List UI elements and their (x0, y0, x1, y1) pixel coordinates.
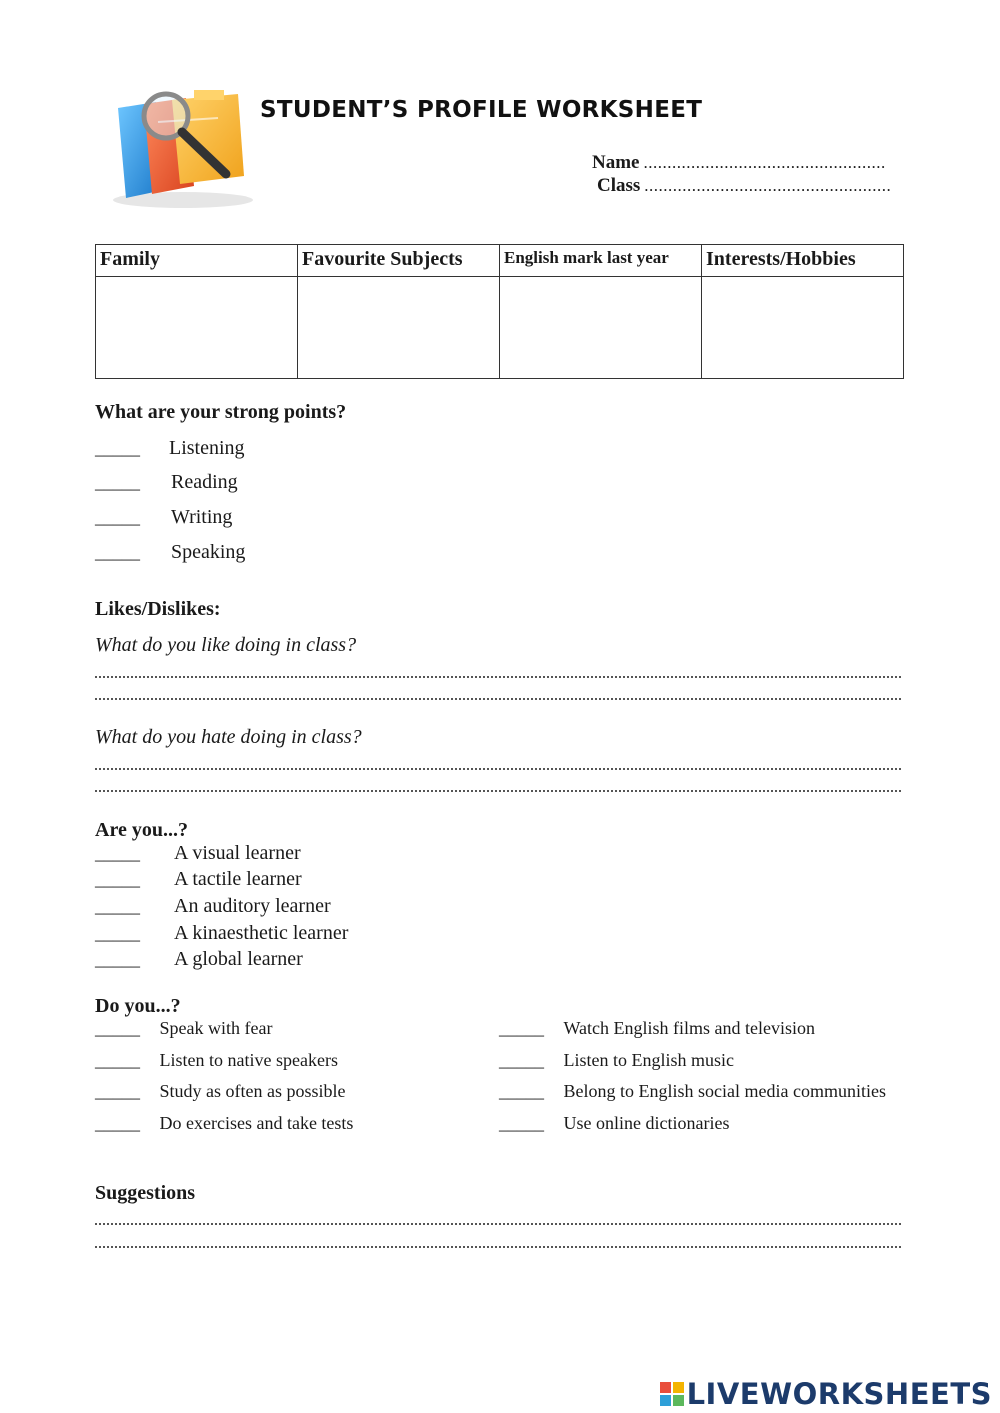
table-header-family: Family (96, 245, 298, 277)
option-label: Reading (171, 471, 238, 493)
option-label: Do exercises and take tests (159, 1113, 354, 1133)
hate-question: What do you hate doing in class? (95, 726, 362, 748)
are-you-heading: Are you...? (95, 819, 188, 841)
list-item (499, 1050, 734, 1071)
name-label: Name (592, 152, 640, 173)
answer-blank[interactable]: _____ (95, 542, 140, 562)
table-cell-favourite-subjects[interactable] (298, 277, 500, 379)
option-label: Speak with fear (159, 1018, 273, 1038)
option-label: Listening (169, 437, 245, 459)
answer-blank[interactable]: _____ (95, 923, 140, 943)
suggestions-heading: Suggestions (95, 1182, 196, 1204)
list-item (95, 471, 238, 494)
answer-blank[interactable]: _____ (95, 869, 140, 889)
list-item (95, 1018, 272, 1039)
folders-magnifier-icon (98, 82, 262, 216)
answer-blank[interactable]: _____ (95, 1050, 140, 1070)
option-label: Belong to English social media communities (563, 1081, 886, 1101)
option-label: Writing (171, 506, 233, 528)
brand-mark-square (660, 1395, 671, 1406)
table-cell-english-mark[interactable] (500, 277, 702, 379)
option-label: Listen to native speakers (159, 1050, 338, 1070)
answer-line[interactable] (95, 1219, 901, 1225)
answer-line[interactable] (95, 786, 901, 792)
option-label: A tactile learner (174, 868, 302, 890)
answer-line[interactable] (95, 694, 901, 700)
answer-line[interactable] (95, 672, 901, 678)
brand-mark-square (673, 1382, 684, 1393)
list-item (95, 895, 331, 918)
table-cell-interests[interactable] (702, 277, 904, 379)
answer-blank[interactable]: _____ (95, 507, 140, 527)
answer-blank[interactable]: _____ (95, 1018, 140, 1038)
likes-heading: Likes/Dislikes: (95, 598, 221, 620)
answer-blank[interactable]: _____ (499, 1113, 544, 1133)
table-header-row (96, 245, 904, 277)
profile-table (95, 244, 904, 379)
brand-mark-square (673, 1395, 684, 1406)
list-item (95, 437, 245, 460)
option-label: Speaking (171, 541, 246, 563)
table-row (96, 277, 904, 379)
list-item (95, 1050, 338, 1071)
name-dots: ................................................... (643, 153, 886, 172)
table-header-english-mark: English mark last year (500, 245, 702, 277)
class-dots: .................................................... (644, 176, 892, 195)
list-item (95, 541, 245, 564)
answer-blank[interactable]: _____ (499, 1081, 544, 1101)
strong-points-heading: What are your strong points? (95, 401, 347, 423)
brand-name: LIVEWORKSHEETS (686, 1377, 992, 1411)
option-label: Use online dictionaries (563, 1113, 730, 1133)
class-field[interactable] (597, 175, 891, 197)
answer-blank[interactable]: _____ (499, 1018, 544, 1038)
do-you-heading: Do you...? (95, 995, 181, 1017)
table-cell-family[interactable] (96, 277, 298, 379)
answer-line[interactable] (95, 764, 901, 770)
list-item (95, 842, 301, 865)
brand-mark-icon (660, 1382, 684, 1406)
answer-blank[interactable]: _____ (95, 472, 140, 492)
brand-mark-square (660, 1382, 671, 1393)
list-item (95, 948, 303, 971)
name-field[interactable] (592, 152, 886, 174)
answer-blank[interactable]: _____ (95, 1081, 140, 1101)
option-label: A visual learner (174, 842, 301, 864)
option-label: Study as often as possible (159, 1081, 346, 1101)
option-label: A kinaesthetic learner (174, 922, 349, 944)
answer-blank[interactable]: _____ (499, 1050, 544, 1070)
option-label: A global learner (174, 948, 303, 970)
list-item (95, 868, 302, 891)
like-question: What do you like doing in class? (95, 634, 357, 656)
answer-line[interactable] (95, 1242, 901, 1248)
list-item (499, 1113, 729, 1134)
answer-blank[interactable]: _____ (95, 896, 140, 916)
table-header-interests: Interests/Hobbies (702, 245, 904, 277)
answer-blank[interactable]: _____ (95, 949, 140, 969)
list-item (95, 922, 348, 945)
option-label: Listen to English music (563, 1050, 734, 1070)
list-item (95, 1081, 346, 1102)
option-label: Watch English films and television (563, 1018, 816, 1038)
page-title: STUDENT’S PROFILE WORKSHEET (260, 97, 703, 123)
class-label: Class (597, 175, 641, 196)
list-item (499, 1081, 886, 1102)
list-item (95, 1113, 353, 1134)
option-label: An auditory learner (174, 895, 331, 917)
answer-blank[interactable]: _____ (95, 1113, 140, 1133)
liveworksheets-logo (660, 1377, 992, 1411)
answer-blank[interactable]: _____ (95, 438, 140, 458)
list-item (499, 1018, 815, 1039)
list-item (95, 506, 232, 529)
table-header-favourite-subjects: Favourite Subjects (298, 245, 500, 277)
answer-blank[interactable]: _____ (95, 843, 140, 863)
